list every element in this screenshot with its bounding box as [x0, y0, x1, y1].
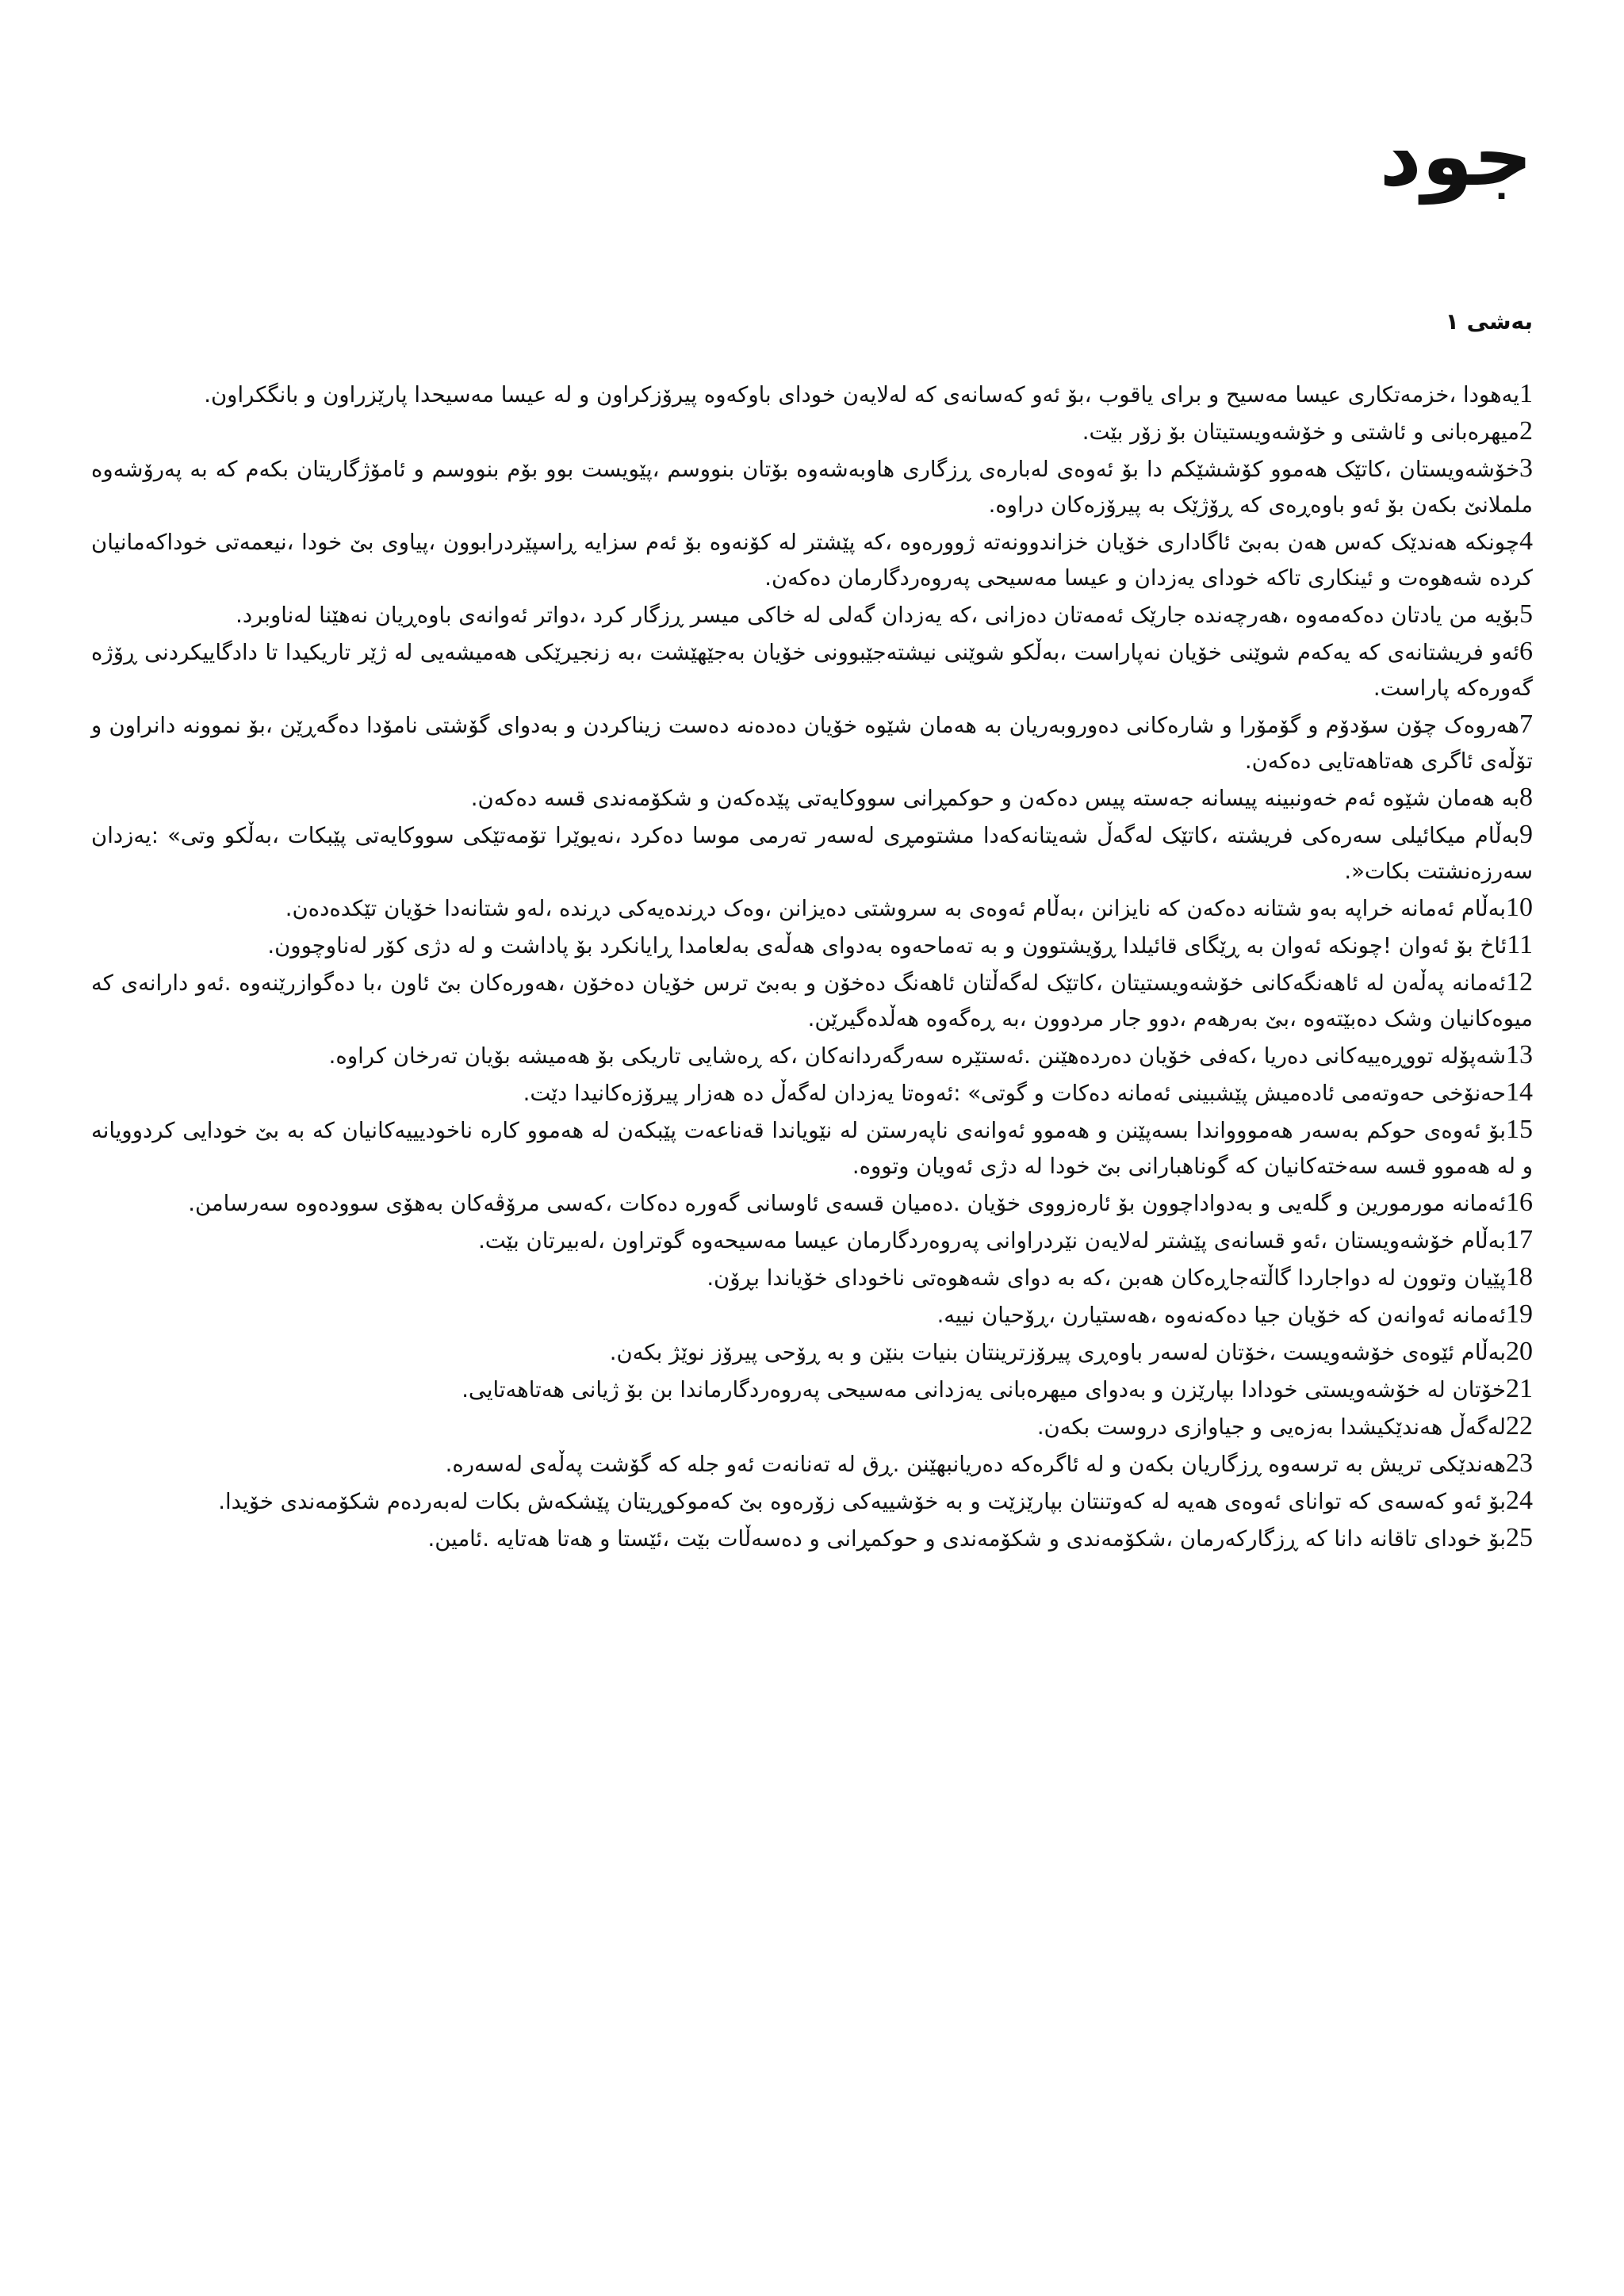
- verse: [91, 450, 1533, 523]
- verse-number: 3: [1519, 453, 1533, 484]
- verse-text: شەپۆلە تووڕەییەکانی دەریا ،کەفی خۆیان دەردەهێنن .ئەستێرە سەرگەردانەکان ،کە ڕەشایی تاریکی بۆ هەمیشە بۆیان تەرخان کراوە.: [328, 1043, 1506, 1070]
- verse-number: 16: [1506, 1188, 1533, 1218]
- verse-number: 13: [1506, 1040, 1533, 1070]
- verse: [91, 927, 1533, 964]
- verse: [91, 413, 1533, 450]
- verse-number: 17: [1506, 1225, 1533, 1255]
- verse-text: بۆ خودای تاقانە دانا کە ڕزگارکەرمان ،شکۆمەندی و شکۆمەندی و حوکمڕانی و دەسەڵات بێت ،ئێستا و هەتا هەتایە .ئامین.: [427, 1526, 1506, 1552]
- verse-text: ئەمانە ئەوانەن کە خۆیان جیا دەکەنەوە ،هەستیارن ،ڕۆحیان نییە.: [936, 1303, 1506, 1329]
- verse-number: 12: [1506, 967, 1533, 997]
- verse: [91, 1222, 1533, 1259]
- verse-text: خۆتان لە خۆشەویستی خودادا بپارێزن و بەدوای میهرەبانی یەزدانی مەسیحی پەروەردگارماندا بن بۆ ژیانی هەتاهەتایی.: [462, 1377, 1506, 1403]
- verse: [91, 779, 1533, 817]
- verse: [91, 1408, 1533, 1445]
- verse-number: 4: [1519, 526, 1533, 557]
- verse-number: 6: [1519, 637, 1533, 667]
- verse: [91, 1296, 1533, 1334]
- verse-number: 14: [1506, 1077, 1533, 1108]
- verse: [91, 1112, 1533, 1184]
- verse-text: یەهودا ،خزمەتکاری عیسا مەسیح و برای یاقوب ،بۆ ئەو کەسانەی کە لەلایەن خودای باوکەوە پیرۆزکراون و لە عیسا مەسیحدا پارێزراون و بانگکراون.: [204, 382, 1519, 408]
- verse-number: 10: [1506, 893, 1533, 923]
- verse: [91, 1483, 1533, 1520]
- verse: [91, 1445, 1533, 1483]
- verse: [91, 890, 1533, 927]
- verse-text: لەگەڵ هەندێکیشدا بەزەیی و جیاوازی دروست بکەن.: [1036, 1414, 1506, 1441]
- verse-text: خۆشەویستان ،کاتێک هەموو کۆششێکم دا بۆ ئەوەی لەبارەی ڕزگاری هاوبەشەوە بۆتان بنووسم ،پێویست بوو بۆم بنووسم و ئامۆژگاریتان بکەم کە بە پەرۆشەوە ململانێ بکەن بۆ ئەو باوەڕەی کە ڕۆژێک بە پیرۆزەکان دراوە.: [91, 457, 1533, 519]
- verse: [91, 1037, 1533, 1074]
- verse-number: 11: [1507, 930, 1533, 960]
- verse: [91, 376, 1533, 413]
- verse-number: 20: [1506, 1337, 1533, 1367]
- verse: [91, 1259, 1533, 1296]
- verse-text: چونکە هەندێک کەس هەن بەبێ ئاگاداری خۆیان خزاندوونەتە ژوورەوە ،کە پێشتر لە کۆنەوە بۆ ئەم سزایە ڕاسپێردرابوون ،پیاوی بێ خودا ،نیعمەتی خوداکەمانیان کردە شەهوەت و ئینکاری تاکە خودای یەزدان و عیسا مەسیحی پەروەردگارمان دەکەن.: [91, 530, 1533, 591]
- verse: [91, 817, 1533, 890]
- verse-text: بەڵام ئەمانە خراپە بەو شتانە دەکەن کە نایزانن ،بەڵام ئەوەی بە سروشتی دەیزانن ،وەک دڕندەیەکی دڕندە ،لەو شتانەدا خۆیان تێکدەدەن.: [285, 896, 1506, 922]
- verse-number: 22: [1506, 1411, 1533, 1441]
- verse: [91, 706, 1533, 779]
- verse-number: 9: [1519, 820, 1533, 850]
- verse-text: ئەو فریشتانەی کە یەکەم شوێنی خۆیان نەپاراست ،بەڵکو شوێنی نیشتەجێبوونی خۆیان بەجێهێشت ،بە زنجیرێکی هەمیشەیی لە ژێر تاریکیدا تا دادگاییکردنی ڕۆژە گەورەکە پاراست.: [91, 640, 1533, 702]
- verse-text: میهرەبانی و ئاشتی و خۆشەویستیتان بۆ زۆر بێت.: [1082, 419, 1519, 446]
- verse-number: 23: [1506, 1448, 1533, 1479]
- verse-text: بە هەمان شێوە ئەم خەونبینە پیسانە جەستە پیس دەکەن و حوکمڕانی سووکایەتی پێدەکەن و شکۆمەندی قسە دەکەن.: [470, 786, 1519, 812]
- verse-text: بۆیە من یادتان دەکەمەوە ،هەرچەندە جارێک ئەمەتان دەزانی ،کە یەزدان گەلی لە خاکی میسر ڕزگار کرد ،دواتر ئەوانەی باوەڕیان نەهێنا لەناوبرد.: [236, 603, 1519, 629]
- verse: [91, 964, 1533, 1037]
- verse-text: بەڵام خۆشەویستان ،ئەو قسانەی پێشتر لەلایەن نێردراوانی پەروەردگارمان عیسا مەسیحەوە گوتراون ،لەبیرتان بێت.: [478, 1228, 1506, 1254]
- verse-number: 5: [1519, 599, 1533, 629]
- verse-number: 1: [1519, 379, 1533, 409]
- verse: [91, 633, 1533, 706]
- verse-text: ئەمانە پەڵەن لە ئاهەنگەکانی خۆشەویستیتان ،کاتێک لەگەڵتان ئاهەنگ دەخۆن و بەبێ ترس خۆیان دەخۆن ،هەورەکان بێ ئاون ،با دەگوازرێنەوە .ئەو دارانەی کە میوەکانیان وشک دەبێتەوە ،بێ بەرهەم ،دوو جار مردوون ،بە ڕەگەوە هەڵدەگیرێن.: [91, 970, 1533, 1032]
- document-title: جود: [1379, 108, 1533, 205]
- verse-number: 2: [1519, 416, 1533, 446]
- verse-number: 25: [1506, 1523, 1533, 1553]
- verse-number: 19: [1506, 1299, 1533, 1330]
- verse-text: ئەمانە مورمورین و گلەیی و بەدواداچوون بۆ ئارەزووی خۆیان .دەمیان قسەی ئاوسانی گەورە دەکات ،کەسی مرۆڤەکان بەهۆی سوودەوە سەرسامن.: [188, 1191, 1506, 1217]
- verse-number: 21: [1506, 1374, 1533, 1404]
- verse: [91, 1371, 1533, 1408]
- verse-list: [91, 376, 1533, 1557]
- verse-text: ئاخ بۆ ئەوان !چونکە ئەوان بە ڕێگای قائیلدا ڕۆیشتوون و بە تەماحەوە بەدوای هەڵەی بەلعامدا ڕایانکرد بۆ پاداشت و لە دژی کۆر لەناوچوون.: [267, 933, 1507, 959]
- verse: [91, 1520, 1533, 1557]
- verse: [91, 596, 1533, 633]
- verse: [91, 1334, 1533, 1371]
- verse: [91, 1184, 1533, 1222]
- verse-number: 7: [1519, 710, 1533, 740]
- verse-text: بۆ ئەو کەسەی کە توانای ئەوەی هەیە لە کەوتنتان بپارێزێت و بە خۆشییەکی زۆرەوە بێ کەموکوڕیتان پێشکەش بکات لەبەردەم شکۆمەندی خۆیدا.: [218, 1489, 1506, 1515]
- verse-number: 24: [1506, 1486, 1533, 1516]
- verse-text: بۆ ئەوەی حوکم بەسەر هەمووواندا بسەپێنن و هەموو ئەوانەی ناپەرستن لە نێویاندا قەناعەت پێبکەن لە هەموو کارە ناخودیییەکانیان کە بە بێ خودایی کردوویانە و لە هەموو قسە سەختەکانیان کە گوناهبارانی بێ خودا لە دژی ئەویان وتووە.: [91, 1118, 1533, 1180]
- verse-text: هەروەک چۆن سۆدۆم و گۆمۆرا و شارەکانی دەوروبەریان بە هەمان شێوە خۆیان دەدەنە دەست زیناکردن و بەدوای گۆشتی نامۆدا دەگەڕێن ،بۆ نموونە دانراون و تۆڵەی ئاگری هەتاهەتایی دەکەن.: [91, 713, 1533, 775]
- verse: [91, 1074, 1533, 1112]
- verse-text: هەندێکی تریش بە ترسەوە ڕزگاریان بکەن و لە ئاگرەکە دەریانبهێنن .ڕق لە تەنانەت ئەو جلە کە گۆشت پەڵەی لەسەرە.: [445, 1452, 1506, 1478]
- verse: [91, 523, 1533, 596]
- verse-number: 8: [1519, 783, 1533, 813]
- verse-number: 15: [1506, 1115, 1533, 1145]
- verse-text: پێیان وتوون لە دواجاردا گاڵتەجاڕەکان هەبن ،کە بە دوای شەهوەتی ناخودای خۆیاندا بڕۆن.: [707, 1265, 1506, 1292]
- verse-text: حەنۆخی حەوتەمی ئادەمیش پێشبینی ئەمانە دەکات و گوتی» :ئەوەتا یەزدان لەگەڵ دە هەزار پیرۆزەکانیدا دێت.: [523, 1081, 1506, 1107]
- verse-number: 18: [1506, 1262, 1533, 1292]
- chapter-heading: بەشی ١: [1445, 308, 1533, 335]
- verse-text: بەڵام ئێوەی خۆشەویست ،خۆتان لەسەر باوەڕی پیرۆزترینتان بنیات بنێن و بە ڕۆحی پیرۆز نوێژ بکەن.: [609, 1340, 1506, 1366]
- verse-text: بەڵام میکائیلی سەرەکی فریشتە ،کاتێک لەگەڵ شەیتانەکەدا مشتومڕی لەسەر تەرمی موسا دەکرد ،نەیوێرا تۆمەتێکی سووکایەتی پێبکات ،بەڵکو وتی» :یەزدان سەرزەنشتت بکات«.: [91, 823, 1533, 885]
